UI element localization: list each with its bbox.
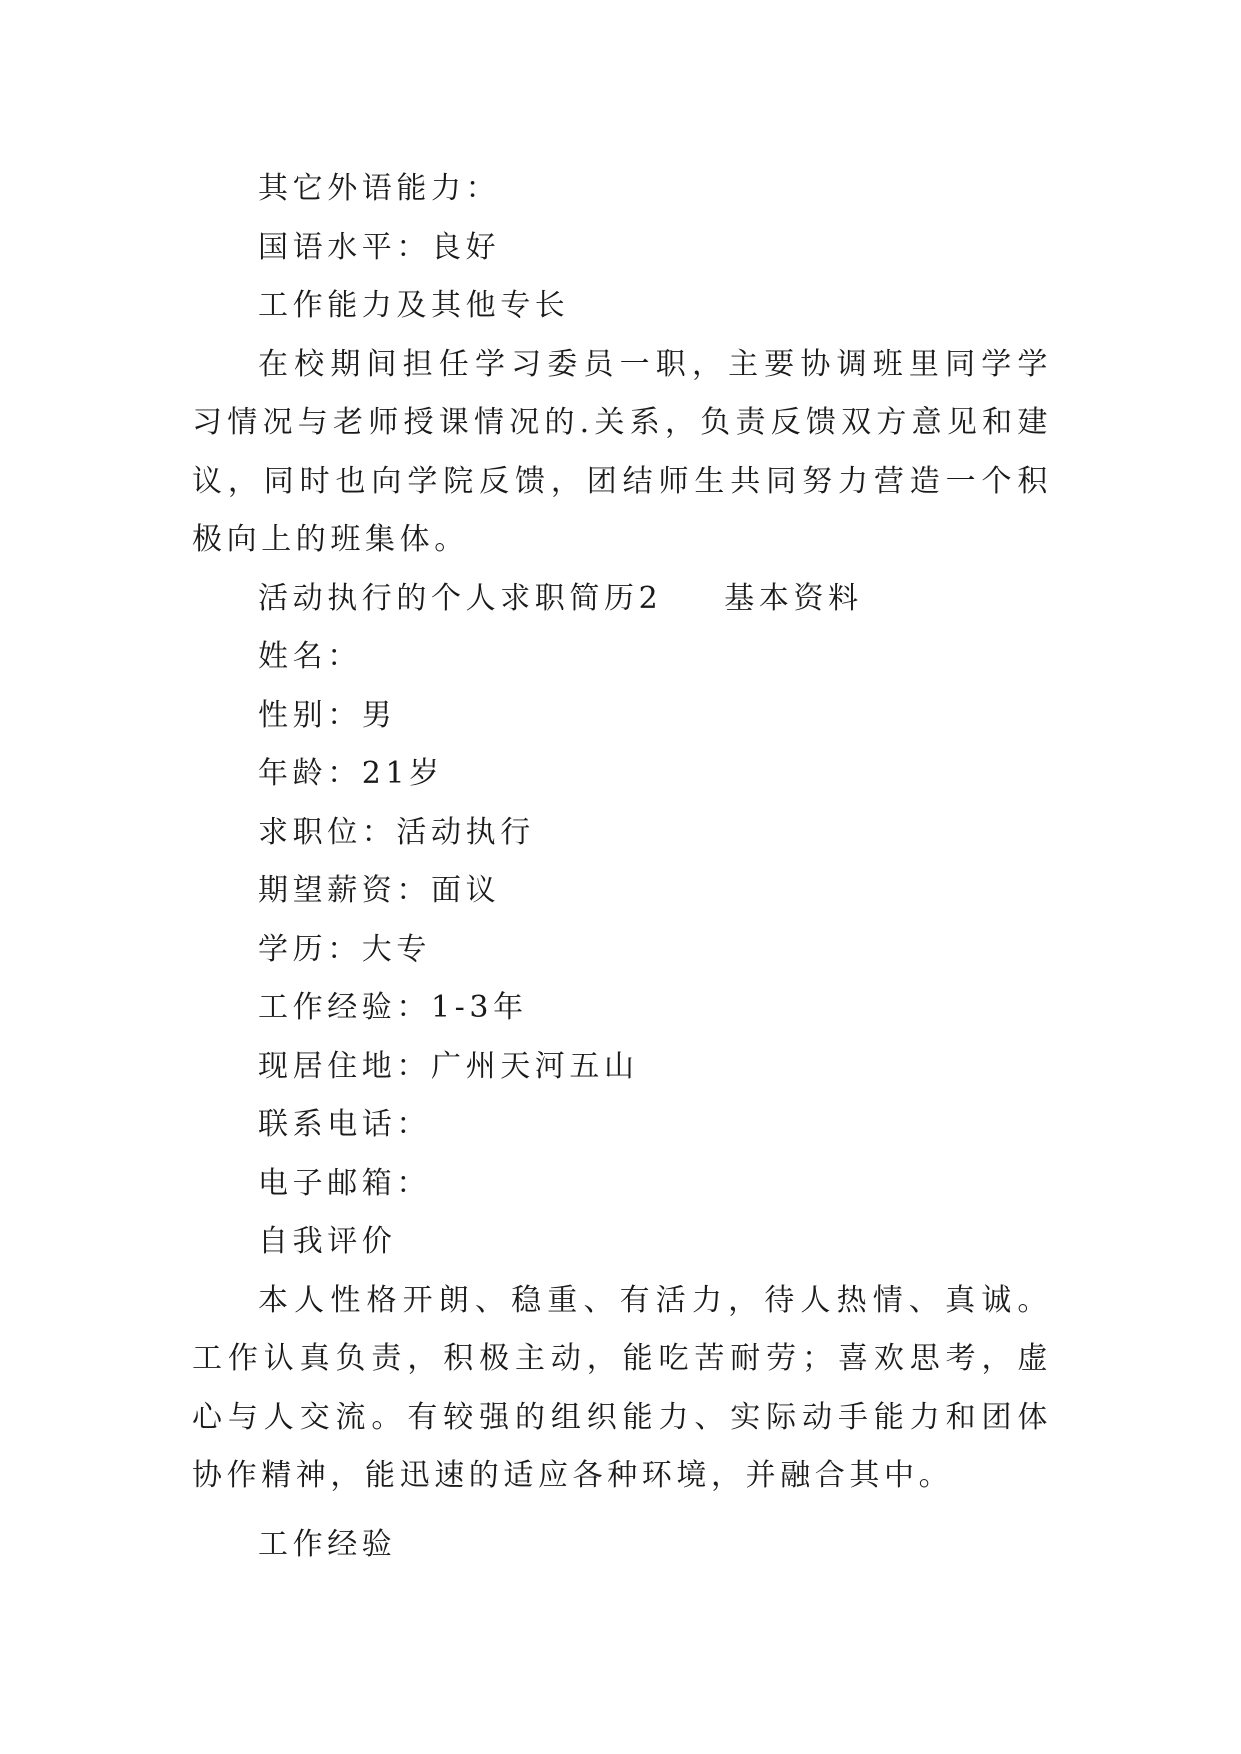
basic-info-heading: 基本资料	[724, 580, 863, 616]
school-experience-paragraph: 在校期间担任学习委员一职，主要协调班里同学学习情况与老师授课情况的.关系，负责反馈双方意见和建议，同时也向学院反馈，团结师生共同努力营造一个积极向上的班集体。	[192, 346, 1052, 557]
education-line: 学历：大专	[258, 931, 431, 967]
age-line: 年龄：21岁	[258, 756, 444, 791]
self-evaluation-heading: 自我评价	[258, 1224, 397, 1259]
position-line: 求职位：活动执行	[258, 814, 535, 850]
resume-2-title-line	[192, 570, 1052, 629]
experience-years-line: 工作经验：1-3年	[258, 990, 528, 1025]
mandarin-level-line: 国语水平：良好	[258, 229, 501, 265]
document-body	[192, 160, 1052, 1574]
other-foreign-language-line: 其它外语能力：	[258, 171, 501, 206]
self-evaluation-paragraph: 本人性格开朗、稳重、有活力，待人热情、真诚。工作认真负责，积极主动，能吃苦耐劳；喜欢思考，虚心与人交流。有较强的组织能力、实际动手能力和团体协作精神，能迅速的适应各种环境，并融合其中。	[192, 1282, 1052, 1493]
residence-line: 现居住地：广州天河五山	[258, 1048, 639, 1084]
salary-line: 期望薪资：面议	[258, 873, 501, 908]
work-ability-heading: 工作能力及其他专长	[258, 288, 570, 323]
phone-line: 联系电话：	[258, 1107, 431, 1142]
name-line: 姓名：	[258, 639, 362, 674]
email-line: 电子邮箱：	[258, 1165, 431, 1201]
resume-2-title: 活动执行的个人求职简历2	[258, 580, 663, 616]
work-experience-heading: 工作经验	[258, 1526, 397, 1562]
gender-line: 性别：男	[258, 697, 397, 733]
